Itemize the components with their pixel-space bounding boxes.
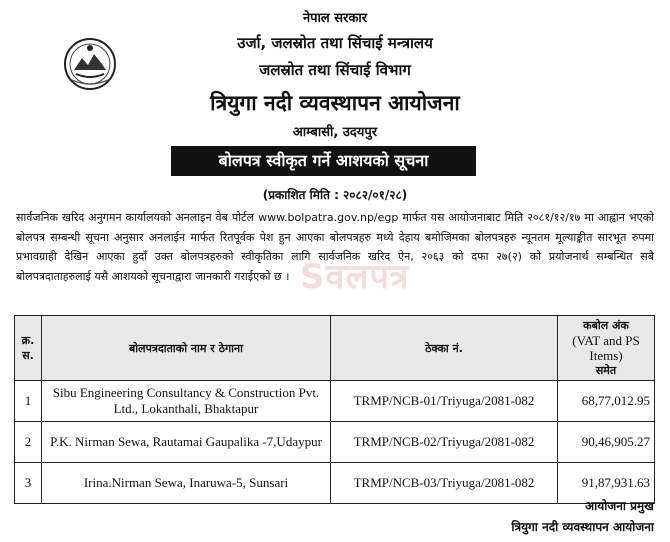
row-bidder: Irina.Nirman Sewa, Inaruwa-5, Sunsari	[42, 463, 331, 504]
bid-table	[14, 315, 655, 504]
ministry-name: उर्जा, जलस्रोत तथा सिंचाई मन्त्रालय	[237, 34, 433, 52]
col-header-amount	[558, 316, 655, 381]
row-sn: 1	[15, 381, 42, 422]
table-header-row	[15, 316, 655, 381]
department-name: जलस्रोत तथा सिंचाई विभाग	[259, 61, 411, 79]
row-amount: 90,46,905.27	[558, 422, 655, 463]
row-bidder: P.K. Nirman Sewa, Rautamai Gaupalika -7,Udaypur	[42, 422, 331, 463]
col-header-sn: क्र. स.	[15, 316, 42, 381]
amount-header-bottom: समेत	[595, 364, 617, 377]
office-location: आम्बासी, उदयपुर	[292, 125, 378, 140]
amount-header-mid: (VAT and PS Items)	[572, 333, 640, 363]
notice-body: सार्वजनिक खरिद अनुगमन कार्यालयको अनलाइन वेब पोर्टल www.bolpatra.gov.np/egp मार्फत यस आयोजनाबाट मिति २०८१/१२/१७ मा आह्वान भएको बोलपत्र सम्बन्धी सूचना अनुसार अनलाईन मार्फत रितपूर्वक पेश हुन आएका बोलपत्रहरु मध्ये देहाय बमोजिमका बोलपत्रहरु न्यूनतम मूल्याङ्कीत सारभूत रुपमा प्रभावग्राही देखिन आएका हुदाँ उक्त बोलपत्रहरुको स्वीकृतिका लागि सार्वजनिक खरिद ऐन, २०६३ को दफा २७(२) को प्रयोजनार्थ सम्बन्धित सबै बोलपत्रदाताहरुलाई यसै आशयको सूचनाद्वारा जानकारी गराईएको छ ।	[16, 211, 654, 283]
col-header-bidder: बोलपत्रदाताको नाम र ठेगाना	[42, 316, 331, 381]
row-amount: 91,87,931.63	[558, 463, 655, 504]
government-name: नेपाल सरकार	[302, 11, 368, 26]
notice-title: बोलपत्र स्वीकृत गर्ने आशयको सूचना	[171, 146, 476, 176]
col-header-contract: ठेक्का नं.	[331, 316, 558, 381]
signatory-office: त्रियुगा नदी व्यवस्थापन आयोजना	[511, 520, 654, 534]
project-name: त्रियुगा नदी व्यवस्थापन आयोजना	[210, 91, 460, 115]
signatory-title: आयोजना प्रमुख	[584, 499, 654, 513]
row-bidder: Sibu Engineering Consultancy & Construction Pvt. Ltd., Lokanthali, Bhaktapur	[42, 381, 331, 422]
watermark: Sवलपत्र	[300, 257, 410, 297]
row-sn: 2	[15, 422, 42, 463]
published-date: (प्रकाशित मिति : २०८२/०१/२८)	[262, 188, 408, 202]
row-contract: TRMP/NCB-01/Triyuga/2081-082	[331, 381, 558, 422]
row-amount: 68,77,012.95	[558, 381, 655, 422]
row-contract: TRMP/NCB-03/Triyuga/2081-082	[331, 463, 558, 504]
table-row	[15, 381, 655, 422]
table-row	[15, 422, 655, 463]
table-row	[15, 463, 655, 504]
amount-header-top: कबोल अंक	[583, 319, 629, 332]
row-contract: TRMP/NCB-02/Triyuga/2081-082	[331, 422, 558, 463]
row-sn: 3	[15, 463, 42, 504]
